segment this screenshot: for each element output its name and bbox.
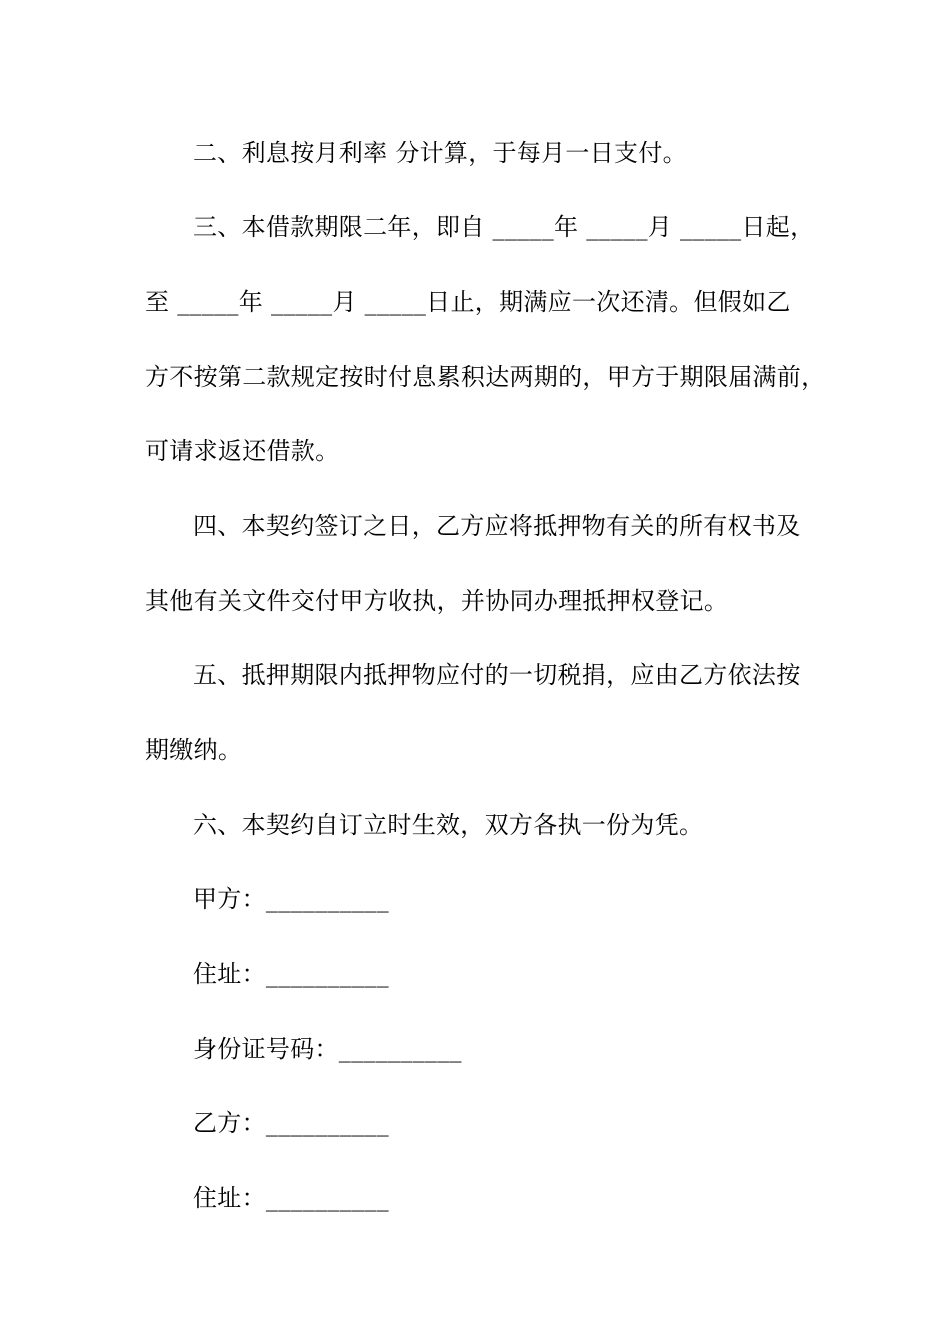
clause-4-line-1: 四、本契约签订之日，乙方应将抵押物有关的所有权书及 [193, 512, 801, 540]
clause-2: 二、利息按月利率 分计算，于每月一日支付。 [193, 139, 687, 167]
clause-3-line-4: 可请求返还借款。 [145, 437, 340, 465]
clause-4-line-2: 其他有关文件交付甲方收执，并协同办理抵押权登记。 [145, 587, 729, 615]
clause-5-line-1: 五、抵押期限内抵押物应付的一切税捐，应由乙方依法按 [193, 661, 801, 689]
clause-3-line-3: 方不按第二款规定按时付息累积达两期的，甲方于期限届满前， [145, 363, 826, 391]
party-b-field: 乙方：__________ [193, 1109, 389, 1137]
clause-3-line-1: 三、本借款期限二年，即自 _____年 _____月 _____日起， [193, 213, 815, 241]
address-a-field: 住址：__________ [193, 960, 389, 988]
party-a-field: 甲方：__________ [193, 885, 389, 913]
clause-6: 六、本契约自订立时生效，双方各执一份为凭。 [193, 811, 704, 839]
clause-5-line-2: 期缴纳。 [145, 736, 243, 764]
clause-3-line-2: 至 _____年 _____月 _____日止，期满应一次还清。但假如乙 [145, 288, 791, 316]
address-b-field: 住址：__________ [193, 1184, 389, 1212]
id-number-field: 身份证号码：__________ [193, 1035, 462, 1063]
